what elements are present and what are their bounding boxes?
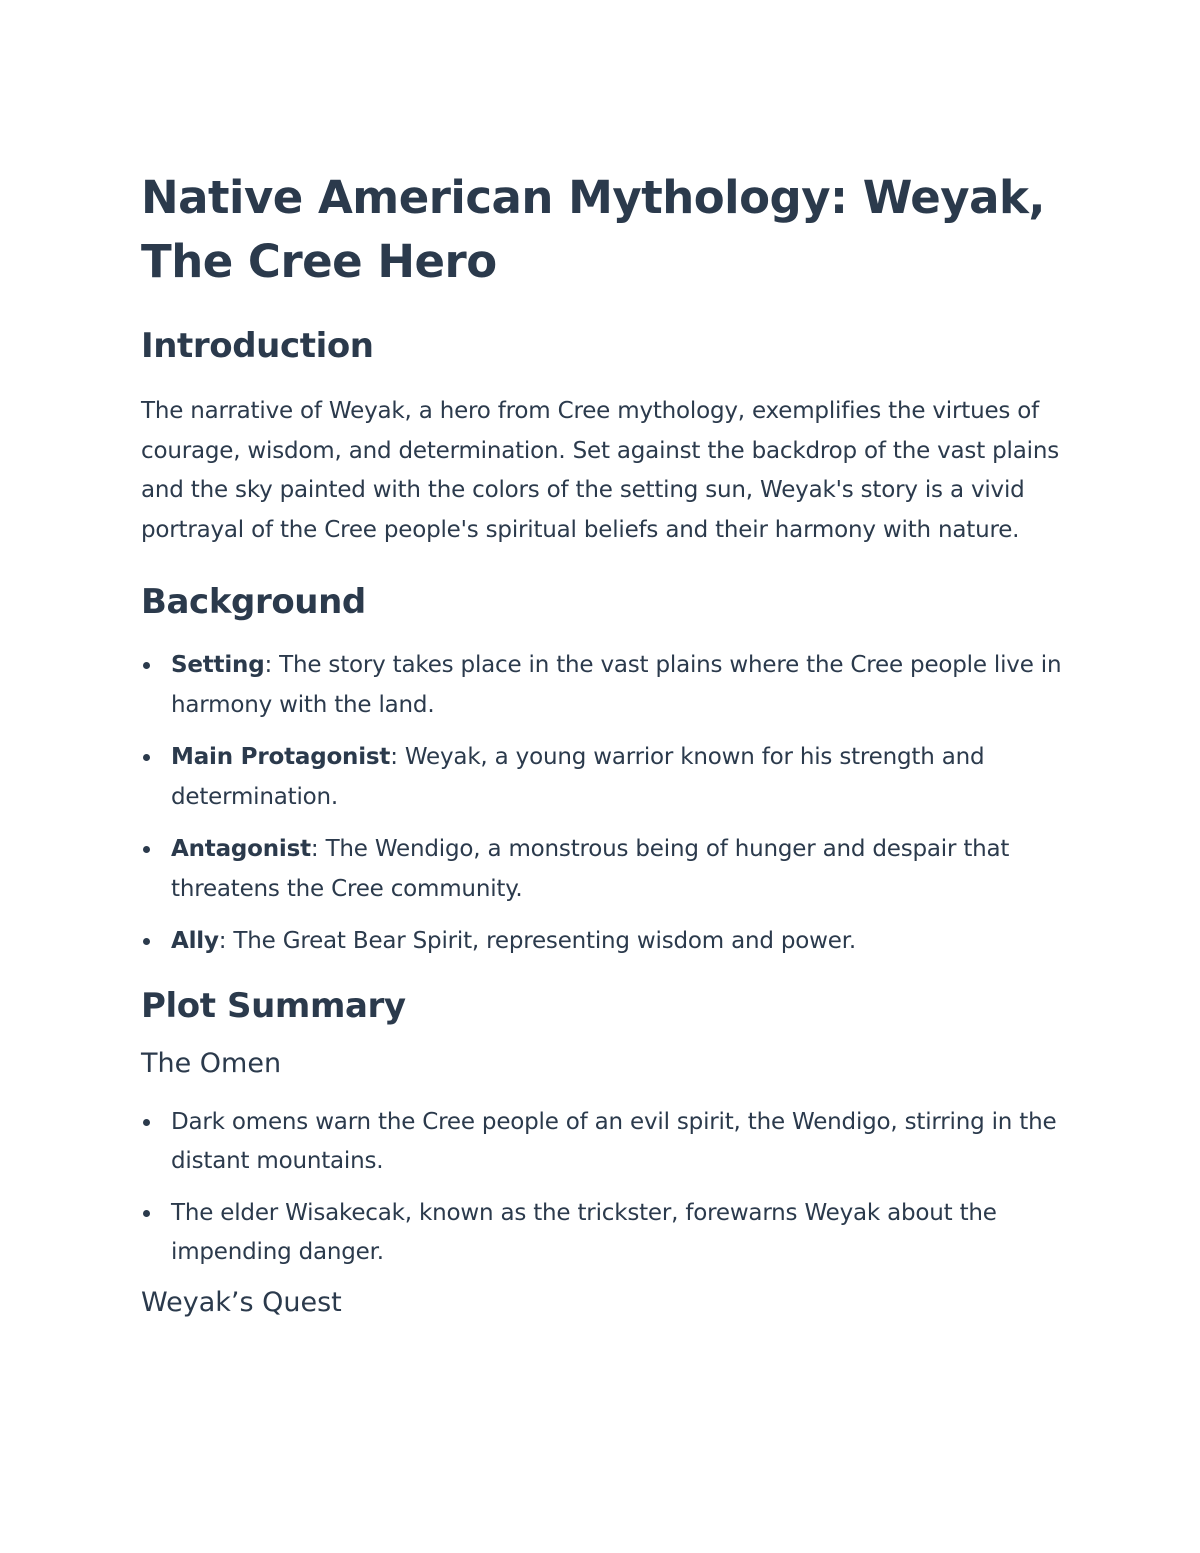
- document-title: Native American Mythology: Weyak, The Cree Hero: [141, 171, 1045, 288]
- item-text: : The Great Bear Spirit, representing wisdom and power.: [218, 928, 856, 954]
- bullet-icon: [143, 846, 150, 853]
- item-text: : The story takes place in the vast plains where the Cree people live in harmony with the land.: [171, 652, 1062, 718]
- bullet-icon: [143, 662, 150, 669]
- omen-list: [141, 1103, 1071, 1273]
- list-item: [141, 1194, 1071, 1273]
- item-text: : Weyak, a young warrior known for his strength and determination.: [171, 744, 985, 810]
- list-item: [141, 922, 1071, 962]
- introduction-heading: Introduction: [141, 326, 374, 366]
- item-label: Antagonist: [171, 836, 311, 862]
- document-page: [141, 166, 1071, 1321]
- bullet-icon: [143, 1210, 150, 1217]
- introduction-paragraph: The narrative of Weyak, a hero from Cree mythology, exemplifies the virtues of courage, wisdom, and determination. Set against the backdrop of the vast plains and the sky painted with the colors of the setting sun, Weyak's story is a vivid portrayal of the Cree people's spiritual beliefs and their harmony with nature.: [141, 398, 1059, 543]
- item-label: Setting: [171, 652, 265, 678]
- bullet-icon: [143, 938, 150, 945]
- bullet-icon: [143, 1119, 150, 1126]
- list-item: [141, 1103, 1071, 1182]
- list-item: [141, 830, 1071, 909]
- list-item: [141, 646, 1071, 725]
- omen-heading: The Omen: [141, 1047, 282, 1079]
- list-item: [141, 738, 1071, 817]
- item-label: Main Protagonist: [171, 744, 391, 770]
- item-label: Ally: [171, 928, 219, 954]
- item-text: Dark omens warn the Cree people of an evil spirit, the Wendigo, stirring in the distant mountains.: [171, 1108, 1057, 1174]
- item-text: : The Wendigo, a monstrous being of hunger and despair that threatens the Cree community.: [171, 836, 1010, 902]
- item-text: The elder Wisakecak, known as the trickster, forewarns Weyak about the impending danger.: [171, 1199, 997, 1265]
- background-list: [141, 646, 1071, 962]
- bullet-icon: [143, 754, 150, 761]
- quest-heading: Weyak’s Quest: [141, 1286, 342, 1318]
- background-heading: Background: [141, 582, 366, 622]
- plot-summary-heading: Plot Summary: [141, 985, 406, 1026]
